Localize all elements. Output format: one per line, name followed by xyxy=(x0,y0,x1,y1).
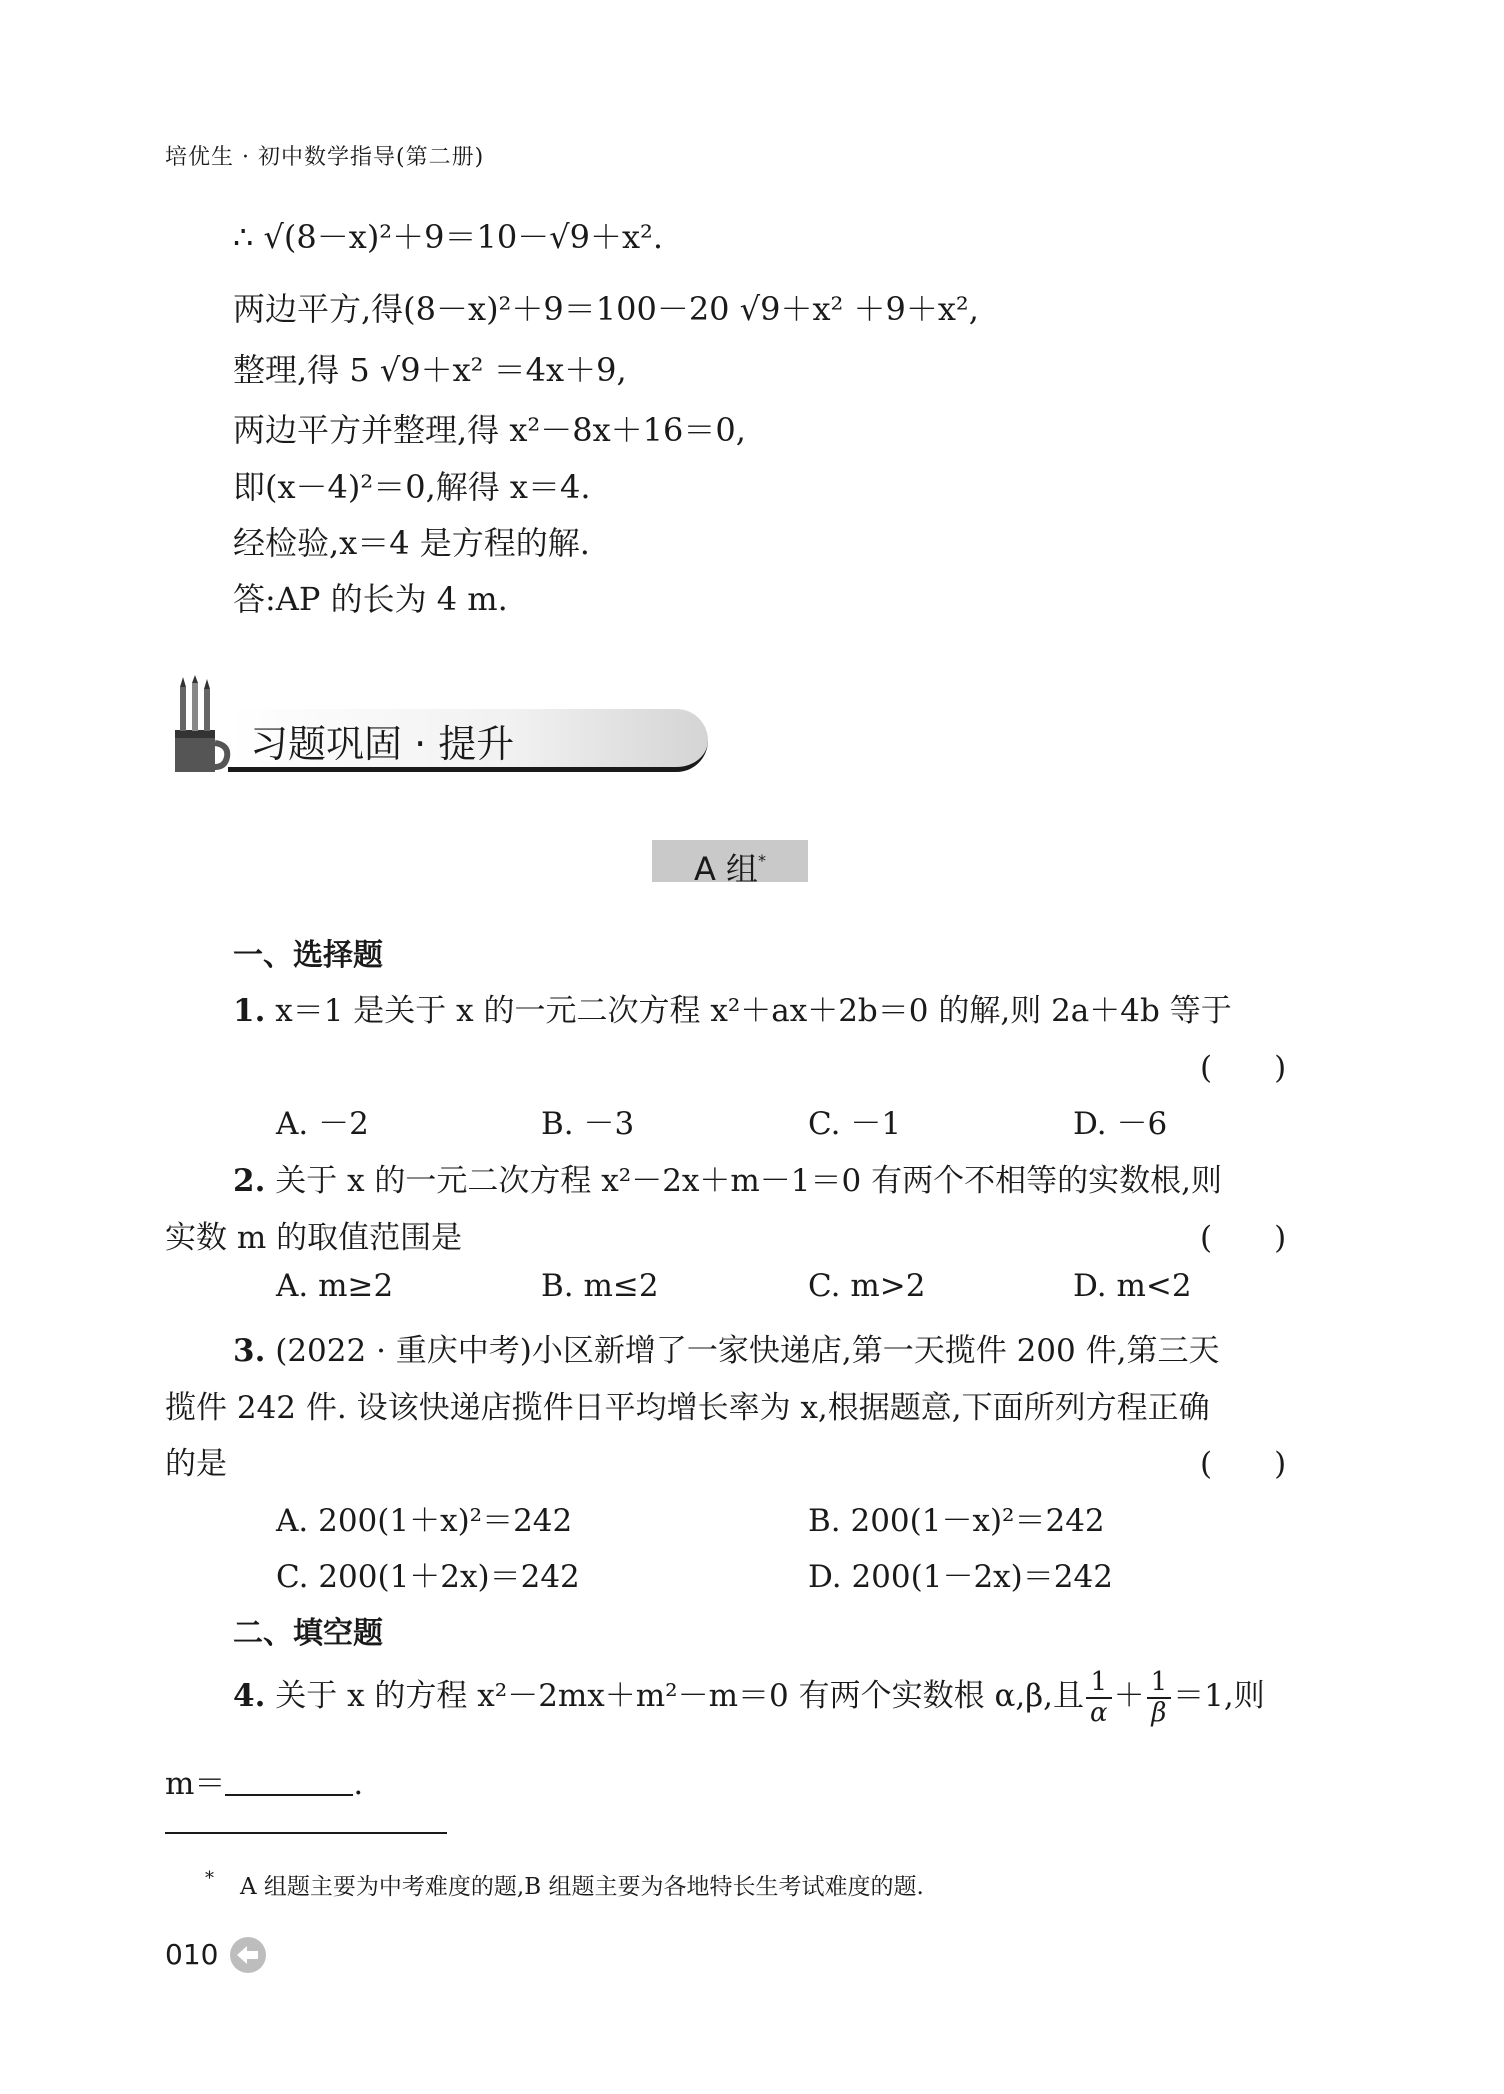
part2-heading: 二、填空题 xyxy=(233,1616,383,1651)
group-label-text: A 组 xyxy=(693,850,759,888)
q2-option-a: A. m≥2 xyxy=(276,1268,394,1304)
q3-option-a: A. 200(1＋x)²＝242 xyxy=(276,1503,573,1539)
q2-option-d: D. m<2 xyxy=(1073,1268,1192,1304)
q4-frac2-numerator: 1 xyxy=(1147,1668,1172,1699)
footnote-mark: * xyxy=(205,1868,214,1889)
q2-stem-1: 关于 x 的一元二次方程 x²－2x＋m－1＝0 有两个不相等的实数根,则 xyxy=(275,1163,1222,1199)
q4-plus: ＋ xyxy=(1113,1678,1145,1715)
solution-line-7: 答:AP 的长为 4 m. xyxy=(233,580,508,618)
q1-answer-paren: ( ) xyxy=(1200,1050,1287,1086)
q1-text xyxy=(233,985,1232,1030)
section-title: 习题巩固 · 提升 xyxy=(250,722,515,766)
q1-option-d: D. －6 xyxy=(1073,1106,1168,1142)
q1-option-b: B. －3 xyxy=(541,1106,635,1142)
group-star: * xyxy=(758,851,767,870)
q4-stem: 关于 x 的方程 x²－2mx＋m²－m＝0 有两个实数根 α,β,且 xyxy=(275,1678,1085,1715)
q4-stem-end: ＝1,则 xyxy=(1173,1678,1265,1715)
q3-option-d: D. 200(1－2x)＝242 xyxy=(808,1559,1113,1595)
footnote-text: A 组题主要为中考难度的题,B 组题主要为各地特长生考试难度的题. xyxy=(240,1874,924,1900)
q4-number: 4. xyxy=(233,1678,266,1715)
part1-heading: 一、选择题 xyxy=(233,938,383,973)
section-banner xyxy=(170,675,550,775)
q2-stem-2: 实数 m 的取值范围是 xyxy=(165,1220,463,1256)
solution-line-5: 即(x－4)²＝0,解得 x＝4. xyxy=(233,468,591,506)
q4-fraction-alpha xyxy=(1086,1668,1112,1727)
solution-line-2: 两边平方,得(8－x)²＋9＝100－20 √9＋x² ＋9＋x², xyxy=(233,290,979,328)
q4-answer-suffix: . xyxy=(353,1766,364,1802)
q2-option-c: C. m>2 xyxy=(808,1268,926,1304)
q3-stem-2: 揽件 242 件. 设该快递店揽件日平均增长率为 x,根据题意,下面所列方程正确 xyxy=(165,1390,1210,1426)
footnote-rule xyxy=(165,1832,447,1834)
q3-stem-1: (2022 · 重庆中考)小区新增了一家快递店,第一天揽件 200 件,第三天 xyxy=(275,1333,1220,1369)
q2-answer-paren: ( ) xyxy=(1200,1220,1287,1256)
q3-text-line1 xyxy=(233,1325,1219,1370)
q4-text xyxy=(233,1668,1265,1727)
q4-answer-blank[interactable] xyxy=(225,1766,353,1796)
running-header: 培优生 · 初中数学指导(第二册) xyxy=(165,145,485,170)
q1-stem: x＝1 是关于 x 的一元二次方程 x²＋ax＋2b＝0 的解,则 2a＋4b 等于 xyxy=(275,993,1232,1029)
q4-frac1-numerator: 1 xyxy=(1086,1668,1112,1699)
q1-number: 1. xyxy=(233,993,266,1029)
solution-line-3: 整理,得 5 √9＋x² ＝4x＋9, xyxy=(233,351,627,389)
q4-fraction-beta xyxy=(1147,1668,1172,1727)
back-arrow-icon xyxy=(228,1935,268,1975)
q1-option-c: C. －1 xyxy=(808,1106,902,1142)
solution-line-1: ∴ √(8－x)²＋9＝10－√9＋x². xyxy=(233,218,664,256)
q4-answer-line xyxy=(165,1758,363,1803)
q3-stem-3: 的是 xyxy=(165,1446,227,1482)
q3-option-b: B. 200(1－x)²＝242 xyxy=(808,1503,1105,1539)
q4-answer-prefix: m＝ xyxy=(165,1766,226,1802)
q2-option-b: B. m≤2 xyxy=(541,1268,659,1304)
q3-answer-paren: ( ) xyxy=(1200,1446,1287,1482)
q2-text-line1 xyxy=(233,1155,1222,1200)
pencil-cup-icon xyxy=(170,675,232,775)
q3-option-c: C. 200(1＋2x)＝242 xyxy=(276,1559,580,1595)
page-number: 010 xyxy=(165,1938,219,1971)
q1-option-a: A. －2 xyxy=(276,1106,369,1142)
solution-line-6: 经检验,x＝4 是方程的解. xyxy=(233,524,590,562)
q3-number: 3. xyxy=(233,1333,266,1369)
q4-frac2-denominator: β xyxy=(1151,1697,1167,1728)
group-label xyxy=(652,840,808,888)
q4-frac1-denominator: α xyxy=(1090,1697,1108,1728)
q2-number: 2. xyxy=(233,1163,266,1199)
solution-line-4: 两边平方并整理,得 x²－8x＋16＝0, xyxy=(233,411,746,449)
